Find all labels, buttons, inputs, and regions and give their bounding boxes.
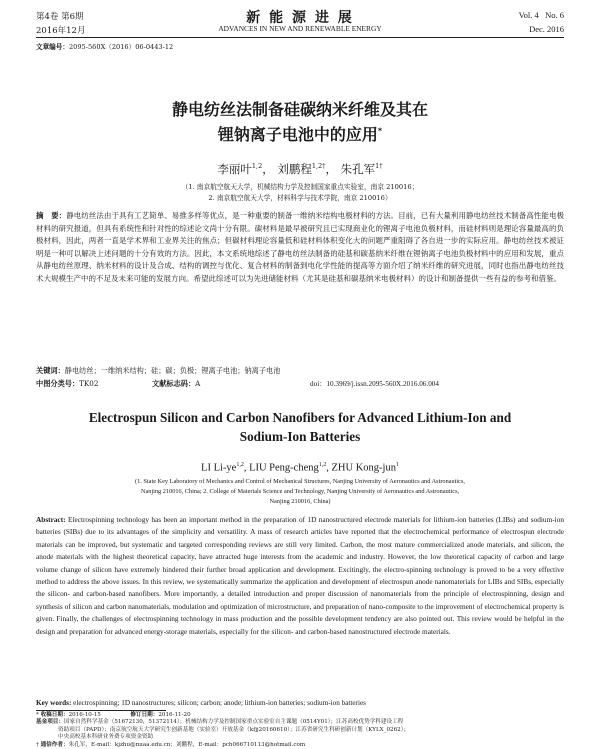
doi-value: 10.3969/j.issn.2095-560X.2016.06.004 [326,380,439,388]
author-cn-1-affil: 1,2 [251,162,263,171]
abstract-cn [36,210,564,286]
fund-label: 基金项目： [36,719,64,726]
article-number [36,41,173,51]
journal-title-cn: 新 能 源 进 展 [246,10,354,26]
clc-value: TK02 [79,379,99,388]
document-code-label: 文献标志码： [152,379,196,388]
header-volume: Vol. 4 No. 6 [518,10,564,20]
fund-line-3: 中央高校基本科研业务费专项资金资助 [58,734,154,741]
corr-author-2: 刘鹏程，E-mail：pch066710113@hotmail.com [175,741,306,748]
keywords-en-text: electrospinning; 1D nanostructures; silicon; carbon; anode; lithium-ion batteries; sodium-ion batteries [73,699,366,707]
author-en-2: LIU Peng-cheng [249,462,319,474]
journal-title-en: ADVANCES IN NEW AND RENEWABLE ENERGY [218,24,382,33]
author-en-2-affil: 1,2 [318,462,327,468]
author-cn-3-affil: 1† [375,162,383,171]
header-issue: 第4卷 第6期 [36,12,84,22]
header-date-en: Dec. 2016 [529,24,564,34]
doi-label: doi： [310,380,327,388]
clc-label: 中图分类号： [36,379,80,388]
author-en-3: ZHU Kong-jun [331,462,396,474]
authors-cn: 李丽叶$^{1,2}$， 刘鹏程$^{1,2\dagger}$， 朱孔军$^{1\dagger}$ [217,162,383,176]
article-number-label: 文章编号： [36,43,69,51]
revised-date: 2016-11-20 [158,712,191,718]
author-en-1-affil: 1,2 [236,462,244,468]
article-number-value: 2095-560X（2016）06-0443-12 [68,43,174,51]
title-cn-line-2-text: 锂钠离子电池中的应用 [217,125,378,144]
author-en-3-affil: 1 [395,462,399,468]
corr-label: 通信作者： [40,741,69,748]
revised-label: 修订日期： [130,712,159,718]
keywords-cn [36,366,280,376]
received-date: 2016-10-15 [68,712,101,718]
keywords-en [36,699,564,707]
title-en-line-1: Electrospun Silicon and Carbon Nanofibers for Advanced Lithium-Ion and [88,410,512,425]
author-en-1: LI Li-ye [201,462,237,474]
title-cn-line-1: 静电纺丝法制备硅碳纳米纤维及其在 [171,100,428,119]
abstract-cn-label: 摘 要： [36,211,67,220]
title-cn-line-2 [0,122,600,145]
document-code [152,379,200,389]
document-code-value: A [195,379,201,388]
abstract-en-label: Abstract: [36,515,66,524]
author-cn-3: 朱孔军 [340,162,376,176]
keywords-cn-text: 静电纺丝；一维纳米结构；硅；碳；负极；锂离子电池；钠离子电池 [64,366,281,375]
author-cn-1: 李丽叶 [217,162,252,176]
corr-author-1: 朱孔军，E-mail：kjzhu@nuaa.edu.cn； [68,741,176,748]
abstract-en-text: Electrospinning technology has been an important method in the preparation of 1D nanostructured electrode materials for lithium-ion batteries (LIBs) and sodium-ion batteries (SIBs) due to its advantages of the simplicity and versatility. A mass of research articles have reported that the electrochemical performance of electrospun electrode materials can be improved, but systematic and targeted corresponding reviews are still very limited. Carbon, the most mature commercialized anode materials, and silicon, the anode materials with the highest theoretical capacity, have attracted huge interests from the academic and industry. However, the low theoretical capacity of carbon and large volume change of silicon have extremely hindered their further broad application and development. Excitingly, the electro-spinning technology is proved to be a very effective method to address the above issues. In this review, we systematically summarize the application and development of electrospun anode nanomaterials for LIBs and SIBs, especially the silicon- and carbon-based nanofibers. More importantly, a detailed introduction and proper discussion of nanomaterials from the principle of electrospinning, design and synthesis of silicon and carbon nanomaterials, modulation and optimization of microstructure, and preparation of nano-composite to the improvement of electrochemical property is given. Finally, the challenges of electrospinning technology in mass production and the possible development tendency are also pointed out. This review would be helpful in the design and preparation for advanced energy-storage materials, especially for the silicon- and carbon-based nanostructured electrode materials. [36,515,564,636]
clc-number [36,379,98,389]
footnote-correspondence [36,742,564,749]
doi [310,379,439,389]
footnote-rule [36,710,166,711]
affiliation-en-2: Nanjing 210016, China; 2. College of Materials Science and Technology, Nanjing University of Aeronautics and Astronautics, [140,488,460,495]
header-rule [36,37,564,38]
title-footnote-mark: * [377,126,383,136]
keywords-en-label: Key words: [36,699,72,707]
fund-line-1: 国家自然科学基金（51672130，51372114）；机械结构力学及控制国家重点实验室自主课题（0514Y01）；江苏高校优势学科建设工程 [63,719,404,726]
author-cn-2-affil: 1,2† [311,162,326,171]
affiliation-en-3: Nanjing 210016, China) [269,498,331,505]
corr-mark: † [36,741,39,748]
footnote-fund [36,719,564,726]
fund-line-2: 资助项目（PAPD）；南京航空航天大学研究生创新基地（实验室）开放基金（kfjj20160610）；江苏省研究生科研创新计划（KYLX_0262）； [58,726,410,733]
affiliation-en-1: (1. State Key Laboratory of Mechanics and Control of Mechanical Structures, Nanjing University of Aeronautics and Astronautics, [135,478,465,485]
affiliation-cn-1: （1. 南京航空航天大学，机械结构力学及控制国家重点实验室，南京 210016； [181,183,419,191]
affiliation-cn-2: 2. 南京航空航天大学，材料科学与技术学院，南京 210016） [208,194,392,202]
footnotes [36,712,564,749]
received-label: 收稿日期： [40,712,69,718]
abstract-cn-text: 静电纺丝法由于具有工艺简单、易推多样等优点，是一种重要的制备一维纳米结构电极材料的方法。目前，已有大量利用静电纺丝技术制备高性能电极材料的研究报道，但具有系统性和针对性的综述论文尚十分有限。碳材料是最早被研究且已实现商业化的锂离子电池负极材料，而硅材料则是理论容量最高的负极材料，因此，两者一直是学术界和工业界关注的焦点；但碳材料理论容量低和硅材料体积变化大的问题严重阻碍了各自进一步的实际应用。静电纺丝技术被证明是一种可以解决上述问题的十分有效的方法。因此，本文系统地综述了静电纺丝法制备的硅基和碳基纳米纤维在锂钠离子电池负极材料中的应用和发展，重点从静电纺丝原理、纳米材料的设计及合成、结构的调控与优化、复合材料的制备到电化学性能的提高等方面介绍了纳米纤维的研究进展，同时也指出静电纺丝技术大规模生产中的不足及未来可能的发展方向。希望此综述可以为先进储能材料（尤其是硅基和碳基纳米电极材料）的设计和制备提供一些有益的参考和借鉴。 [36,211,565,283]
footnote-mark: * [36,712,39,718]
abstract-en [36,514,564,638]
authors-en: LI Li-ye$^{1,2}$, LIU Peng-cheng$^{1,2}$, ZHU Kong-jun$^1$ [201,462,399,474]
author-cn-2: 刘鹏程 [277,162,312,176]
title-en-line-2: Sodium-Ion Batteries [239,429,361,444]
header-date: 2016年12月 [36,26,86,36]
keywords-cn-label: 关键词： [36,366,65,375]
